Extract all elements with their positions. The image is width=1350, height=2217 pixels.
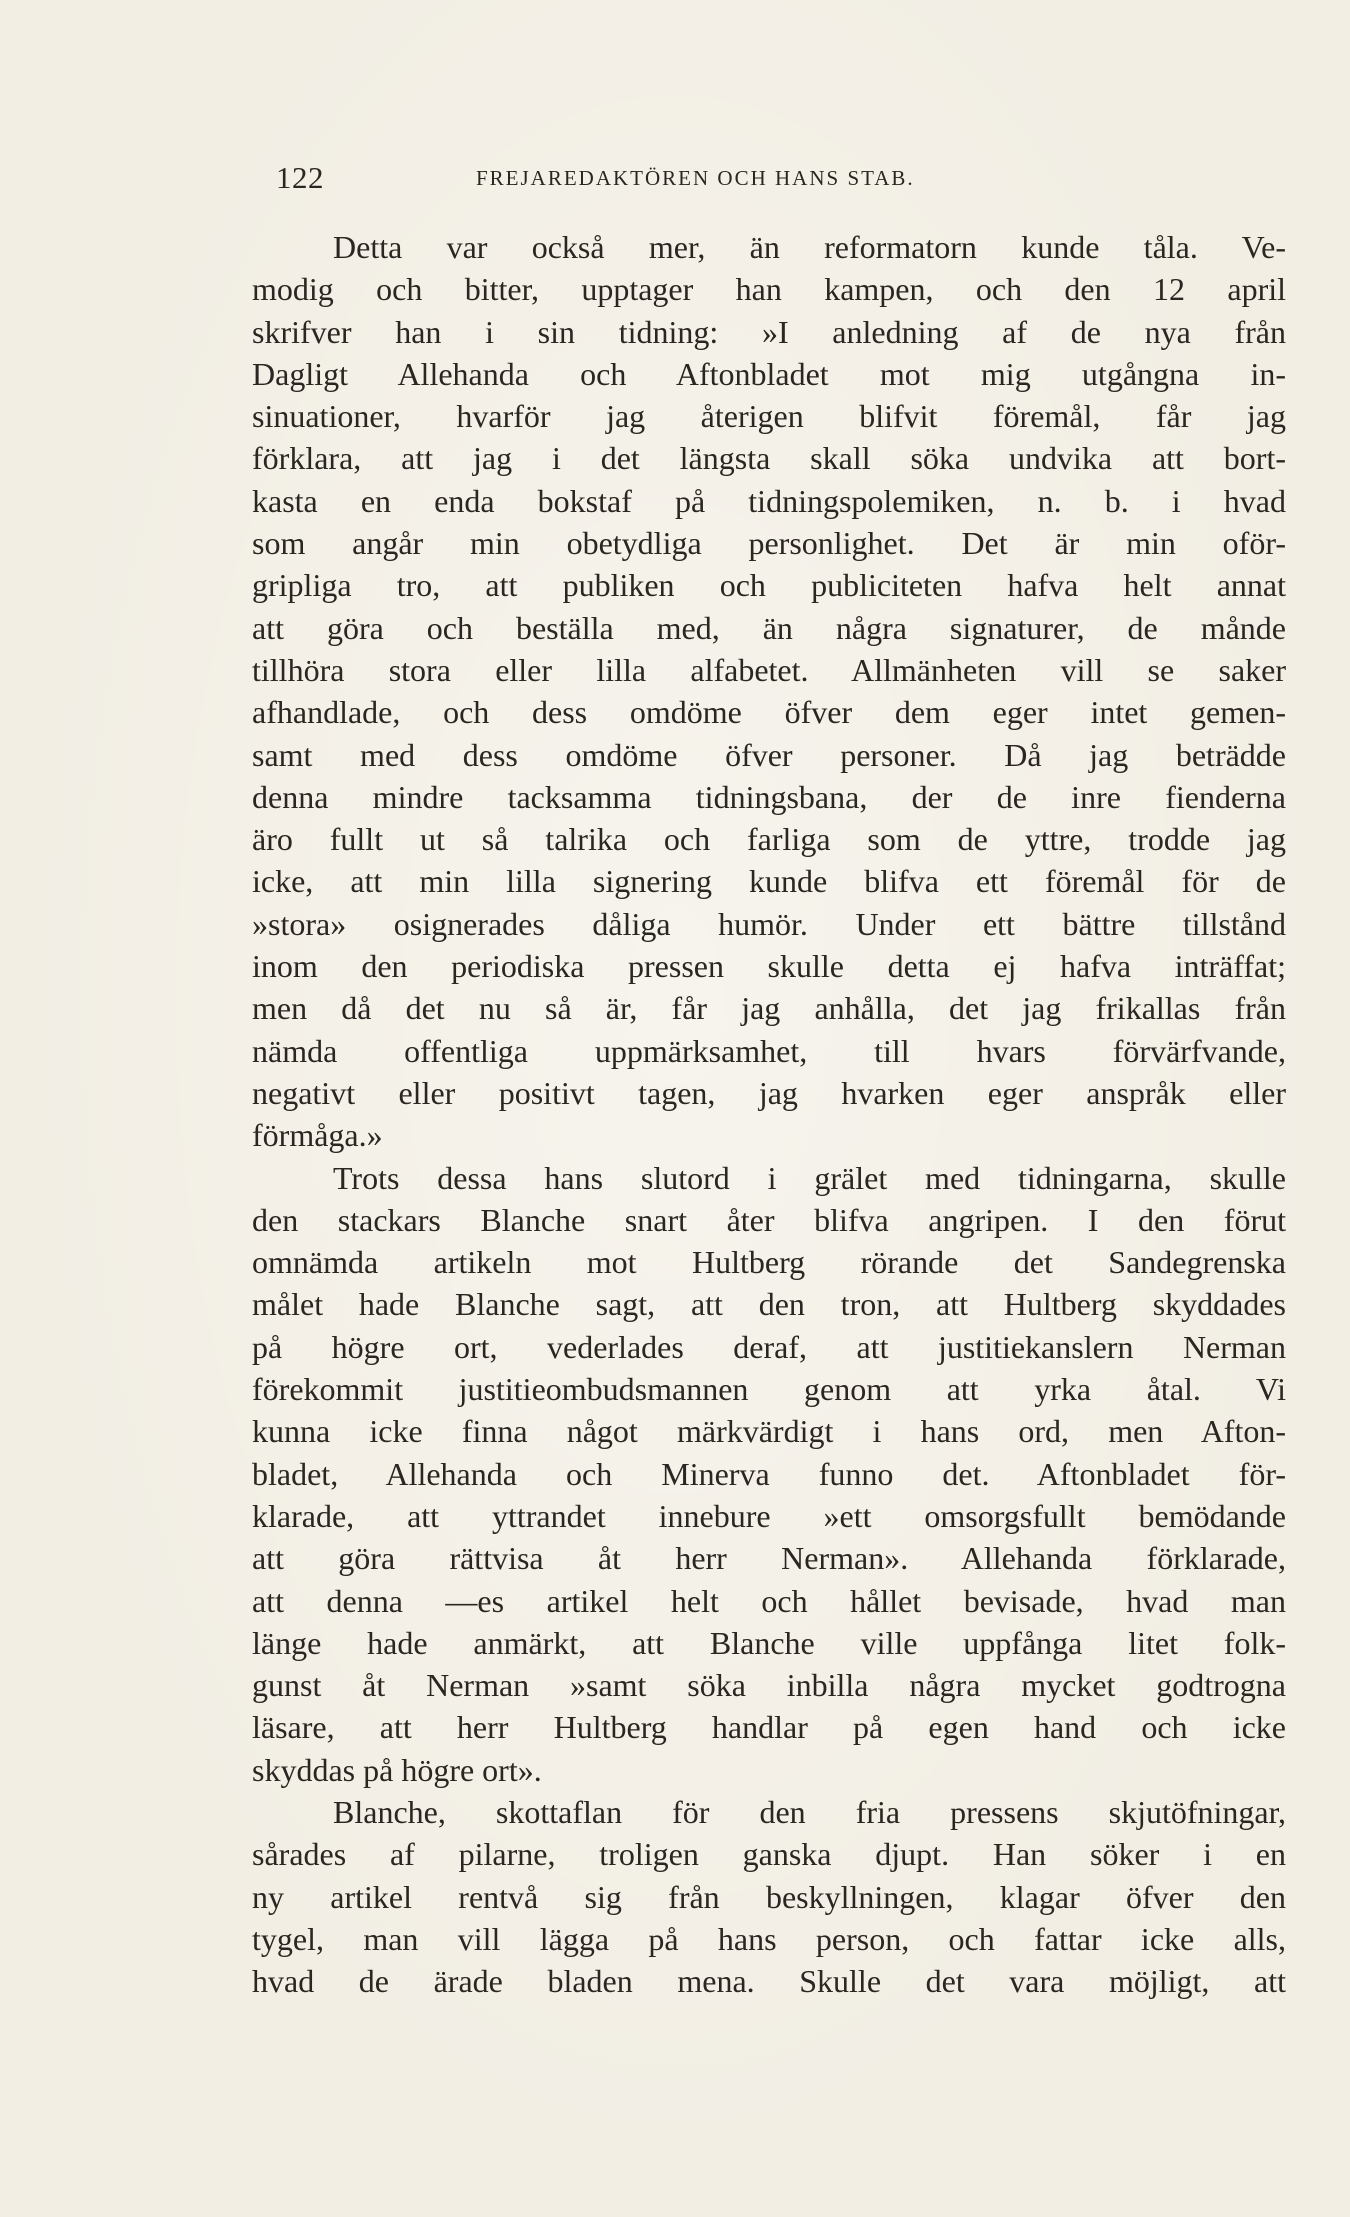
text-line: på högre ort, vederlades deraf, att justitiekanslern Nerman (252, 1328, 1286, 1365)
text-line: modig och bitter, upptager han kampen, och den 12 april (252, 271, 1286, 308)
text-line: den stackars Blanche snart åter blifva angripen. I den förut (252, 1201, 1286, 1238)
text-line: skyddas på högre ort». (252, 1751, 542, 1788)
running-head: FREJAREDAKTÖREN OCH HANS STAB. (476, 166, 915, 190)
text-line: kasta en enda bokstaf på tidningspolemiken, n. b. i hvad (252, 482, 1286, 519)
text-line: men då det nu så är, får jag anhålla, det jag frikallas från (252, 990, 1286, 1027)
text-line: tillhöra stora eller lilla alfabetet. Allmänheten vill se saker (252, 651, 1286, 688)
text-line: målet hade Blanche sagt, att den tron, att Hultberg skyddades (252, 1286, 1286, 1323)
text-line: som angår min obetydliga personlighet. Det är min oför- (252, 525, 1286, 562)
text-line: negativt eller positivt tagen, jag hvarken eger anspråk eller (252, 1074, 1286, 1111)
text-line: förklara, att jag i det längsta skall söka undvika att bort- (252, 440, 1286, 477)
text-line: länge hade anmärkt, att Blanche ville uppfånga litet folk- (252, 1624, 1286, 1661)
text-line: inom den periodiska pressen skulle detta ej hafva inträffat; (252, 948, 1286, 985)
text-line: omnämda artikeln mot Hultberg rörande det Sandegrenska (252, 1244, 1286, 1281)
text-line: sårades af pilarne, troligen ganska djupt. Han söker i en (252, 1836, 1286, 1873)
text-line: icke, att min lilla signering kunde blifva ett föremål för de (252, 863, 1286, 900)
text-line: gripliga tro, att publiken och publiciteten hafva helt annat (252, 567, 1286, 604)
text-line: äro fullt ut så talrika och farliga som de yttre, trodde jag (252, 821, 1286, 858)
text-line: skrifver han i sin tidning: »I anledning af de nya från (252, 313, 1286, 350)
text-line: bladet, Allehanda och Minerva funno det. Aftonbladet för- (252, 1455, 1286, 1492)
text-line: att göra rättvisa åt herr Nerman». Allehanda förklarade, (252, 1540, 1286, 1577)
text-line: Blanche, skottaflan för den fria pressens skjutöfningar, (333, 1793, 1286, 1830)
text-line: förekommit justitieombudsmannen genom att yrka åtal. Vi (252, 1371, 1286, 1408)
text-line: att göra och beställa med, än några signaturer, de månde (252, 609, 1286, 646)
page-header (276, 160, 1246, 200)
text-line: att denna —es artikel helt och hållet bevisade, hvad man (252, 1582, 1286, 1619)
text-line: Trots dessa hans slutord i grälet med tidningarna, skulle (333, 1159, 1286, 1196)
text-line: »stora» osignerades dåliga humör. Under ett bättre tillstånd (252, 905, 1286, 942)
text-line: denna mindre tacksamma tidningsbana, der de inre fienderna (252, 778, 1286, 815)
text-line: ny artikel rentvå sig från beskyllningen, klagar öfver den (252, 1878, 1286, 1915)
text-line: kunna icke finna något märkvärdigt i hans ord, men Afton- (252, 1413, 1286, 1450)
text-line: gunst åt Nerman »samt söka inbilla några mycket godtrogna (252, 1667, 1286, 1704)
text-line: klarade, att yttrandet innebure »ett omsorgsfullt bemödande (252, 1497, 1286, 1534)
text-line: tygel, man vill lägga på hans person, och fattar icke alls, (252, 1920, 1286, 1957)
page-number: 122 (276, 160, 324, 195)
text-line: Dagligt Allehanda och Aftonbladet mot mig utgångna in- (252, 355, 1286, 392)
text-line: Detta var också mer, än reformatorn kunde tåla. Ve- (333, 229, 1286, 265)
text-line: nämda offentliga uppmärksamhet, till hvars förvärfvande, (252, 1032, 1286, 1069)
text-line: läsare, att herr Hultberg handlar på egen hand och icke (252, 1709, 1286, 1746)
text-line: sinuationer, hvarför jag återigen blifvit föremål, får jag (252, 398, 1286, 435)
text-line: hvad de ärade bladen mena. Skulle det vara möjligt, att (252, 1963, 1286, 2000)
text-line: samt med dess omdöme öfver personer. Då jag beträdde (252, 736, 1286, 773)
body-text (252, 226, 1286, 2002)
text-line: förmåga.» (252, 1117, 383, 1154)
text-line: afhandlade, och dess omdöme öfver dem eger intet gemen- (252, 694, 1286, 731)
